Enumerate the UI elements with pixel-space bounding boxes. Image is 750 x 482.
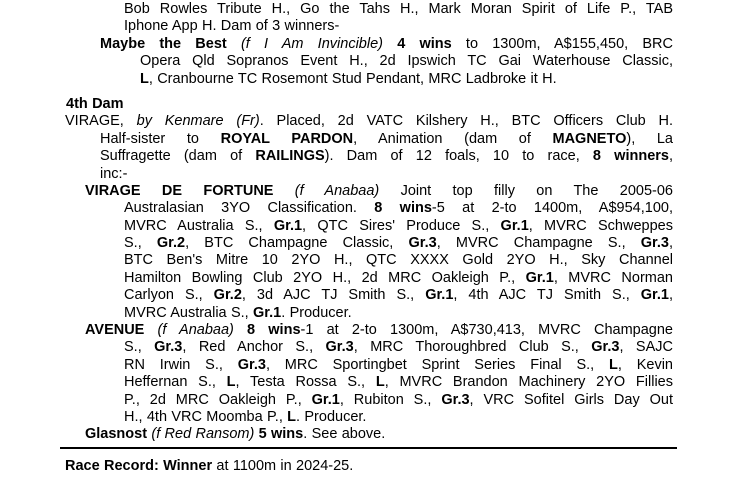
text-run: Gr.3: [408, 235, 437, 252]
text-run: at 1100m in 2024-25.: [212, 457, 354, 474]
text-run: ,: [668, 235, 673, 252]
text-run: , Animation (dam of: [353, 130, 553, 147]
text-line: [65, 392, 673, 409]
text-run: MAGNETO: [552, 130, 627, 147]
text-run: Gr.2: [156, 235, 186, 252]
text-run: , MRC Thoroughbred Club S.,: [353, 339, 592, 356]
text-line: [65, 305, 673, 322]
text-line: [65, 166, 673, 183]
text-run: L: [226, 374, 236, 391]
text-run: L: [140, 70, 149, 87]
text-run: , Kevin: [617, 356, 673, 373]
text-run: MVRC Australia S.,: [124, 304, 253, 321]
text-run: 8 wins: [374, 200, 432, 217]
text-run: Suffragette (dam of: [100, 148, 256, 165]
text-run: inc:-: [100, 165, 128, 182]
text-run: 4 wins: [397, 35, 452, 52]
text-run: Gr.1: [253, 304, 282, 321]
text-run: to 1300m, A$155,450, BRC: [451, 35, 673, 52]
text-run: , 4th AJC TJ Smith S.,: [453, 287, 641, 304]
text-line: [65, 235, 673, 252]
text-run: ). Dam of 12 foals, 10 to race,: [324, 148, 593, 165]
text-run: Race Record: Winner: [65, 457, 213, 474]
text-run: ROYAL PARDON: [220, 130, 354, 147]
text-run: Gr.1: [311, 391, 340, 408]
progeny-virage-de-fortune: [65, 183, 673, 322]
text-run: Hamilton Bowling Club 2YO H., 2d MRC Oakleigh P.,: [124, 269, 526, 286]
text-run: Gr.1: [640, 287, 669, 304]
text-line: [65, 252, 673, 269]
text-line: [65, 36, 673, 53]
text-run: RN Irwin S.,: [124, 356, 238, 373]
text-run: Australasian 3YO Classification.: [124, 200, 375, 217]
text-line: [65, 374, 673, 391]
progeny-glasnost: [65, 426, 673, 443]
text-run: Carlyon S.,: [124, 287, 214, 304]
text-run: . Placed, 2d VATC Kilshery H., BTC Officers Club H.: [259, 113, 673, 130]
text-run: (f Anabaa): [294, 182, 380, 199]
text-line: [65, 322, 673, 339]
text-run: Joint top filly on The 2005-06: [379, 182, 673, 199]
text-run: Gr.3: [640, 235, 669, 252]
progeny-avenue: [65, 322, 673, 426]
text-run: Gr.1: [500, 217, 529, 234]
text-run: 8 wins: [247, 322, 301, 339]
text-line: [65, 270, 673, 287]
text-line: [65, 18, 673, 35]
text-run: , 3d AJC TJ Smith S.,: [241, 287, 426, 304]
text-line: [65, 71, 673, 88]
text-run: . See above.: [303, 426, 386, 443]
text-run: , SAJC: [619, 339, 673, 356]
text-run: Gr.3: [441, 391, 470, 408]
text-run: Half-sister to: [100, 130, 221, 147]
text-run: Opera Qld Sopranos Event H., 2d Ipswich TC Gai Waterhouse Classic,: [140, 53, 673, 70]
text-run: -5 at 2-to 1400m, A$954,100,: [431, 200, 673, 217]
text-run: . Producer.: [296, 408, 367, 425]
divider-rule: [60, 447, 677, 449]
text-run: P., 2d MRC Oakleigh P.,: [124, 391, 312, 408]
text-run: Gr.2: [213, 287, 242, 304]
text-run: , Testa Rossa S.,: [235, 374, 376, 391]
text-run: H., 4th VRC Moomba P.,: [124, 408, 288, 425]
text-line: [65, 200, 673, 217]
text-run: L: [287, 408, 297, 425]
text-line: [65, 1, 673, 18]
dam-virage: [65, 113, 673, 183]
text-run: 5 wins: [258, 426, 304, 443]
text-run: RAILINGS: [255, 148, 325, 165]
text-run: VIRAGE DE FORTUNE: [85, 182, 295, 199]
third-dam-progeny-continuation: [65, 1, 673, 36]
text-run: , MVRC Brandon Machinery 2YO Fillies: [384, 374, 673, 391]
text-run: 8 winners: [592, 148, 669, 165]
text-line: [65, 148, 673, 165]
text-line: [65, 409, 673, 426]
text-run: Bob Rowles Tribute H., Go the Tahs H., Mark Moran Spirit of Life P., TAB: [124, 1, 673, 17]
text-line: [65, 339, 673, 356]
progeny-maybe-the-best: [65, 36, 673, 88]
text-run: . Producer.: [281, 304, 352, 321]
text-line: [65, 53, 673, 70]
text-run: , VRC Sofitel Girls Day Out: [469, 391, 673, 408]
text-run: BTC Ben's Mitre 10 2YO H., QTC XXXX Gold 2YO H., Sky Channel: [124, 252, 673, 269]
section-heading-4th-dam: [65, 96, 673, 113]
text-run: , MVRC Schweppes: [528, 217, 673, 234]
text-run: by Kenmare (Fr): [136, 113, 260, 130]
text-run: , MVRC Champagne S.,: [436, 235, 641, 252]
text-run: ,: [668, 148, 673, 165]
text-run: Gr.3: [325, 339, 354, 356]
text-run: (f I Am Invincible): [240, 35, 398, 52]
text-run: 4th Dam: [66, 95, 124, 112]
text-run: Maybe the Best: [100, 35, 241, 52]
text-run: , BTC Champagne Classic,: [185, 235, 409, 252]
text-line: [65, 113, 673, 130]
text-run: -1 at 2-to 1300m, A$730,413, MVRC Champagne: [300, 322, 673, 339]
text-line: [65, 131, 673, 148]
text-run: , Red Anchor S.,: [182, 339, 326, 356]
text-run: Glasnost: [85, 426, 152, 443]
text-run: , QTC Sires' Produce S.,: [302, 217, 501, 234]
text-line: [65, 426, 673, 443]
text-run: Gr.3: [154, 339, 183, 356]
text-run: , MRC Sportingbet Sprint Series Final S.,: [265, 356, 610, 373]
text-run: L: [375, 374, 385, 391]
text-run: Heffernan S.,: [124, 374, 227, 391]
text-line: [65, 218, 673, 235]
text-line: [65, 96, 673, 113]
text-run: AVENUE: [85, 322, 158, 339]
text-run: Gr.1: [273, 217, 303, 234]
text-line: [65, 183, 673, 200]
text-run: L: [609, 356, 618, 373]
text-run: (f Red Ransom): [151, 426, 259, 443]
text-run: MVRC Australia S.,: [124, 217, 274, 234]
text-run: S.,: [124, 339, 155, 356]
text-run: , Cranbourne TC Rosemont Stud Pendant, MRC Ladbroke it H.: [148, 70, 557, 87]
text-run: S.,: [124, 235, 157, 252]
text-line: [65, 458, 673, 475]
text-run: ), La: [626, 130, 673, 147]
text-run: , Rubiton S.,: [339, 391, 442, 408]
text-run: Gr.3: [237, 356, 266, 373]
text-run: Gr.1: [425, 287, 454, 304]
text-run: Gr.1: [525, 269, 554, 286]
text-run: ,: [668, 287, 673, 304]
text-run: Iphone App H. Dam of 3 winners-: [124, 18, 340, 35]
text-run: Gr.3: [591, 339, 620, 356]
text-run: (f Anabaa): [157, 322, 248, 339]
text-run: VIRAGE,: [65, 113, 137, 130]
text-line: [65, 357, 673, 374]
race-record: [65, 458, 673, 475]
text-run: , MVRC Norman: [553, 269, 673, 286]
text-line: [65, 287, 673, 304]
